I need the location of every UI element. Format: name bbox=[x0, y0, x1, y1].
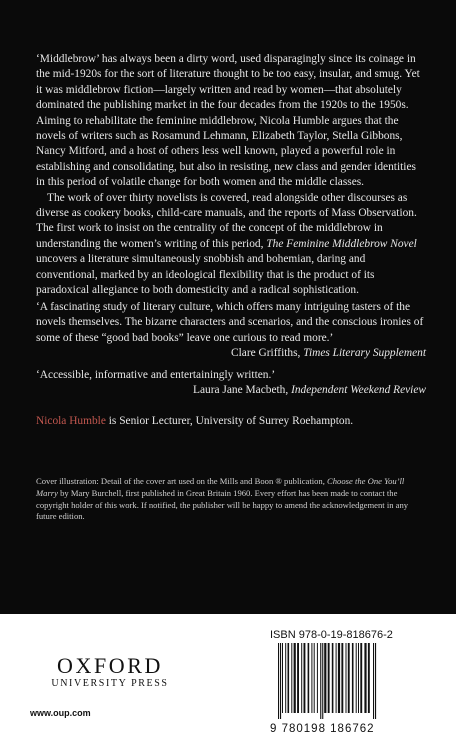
barcode-bar bbox=[341, 643, 343, 713]
credit-text: Cover illustration: Detail of the cover art used on the Mills and Boon ® publication, bbox=[36, 476, 328, 486]
barcode-guard-bar bbox=[375, 643, 376, 719]
author-bio bbox=[36, 414, 426, 429]
review-2 bbox=[36, 368, 426, 399]
barcode-guard-bar bbox=[280, 643, 281, 719]
publisher-logo bbox=[30, 654, 190, 690]
barcode-bar bbox=[336, 643, 337, 713]
author-name: Nicola Humble bbox=[36, 415, 106, 427]
barcode-guard-bar bbox=[322, 643, 323, 719]
cover-credit bbox=[36, 476, 426, 523]
barcode-bar bbox=[294, 643, 296, 713]
barcode-bars bbox=[278, 643, 376, 719]
barcode-bar bbox=[288, 643, 290, 713]
barcode-bar bbox=[291, 643, 292, 713]
barcode-bar bbox=[304, 643, 306, 713]
blurb-p2-end: uncovers a literature simultaneously snobbish and bohemian, daring and conventional, marked by an ideological flexibility that is the product of its paradoxical allegiance to both domesticity and a radical sophistication. bbox=[36, 253, 375, 297]
blurb bbox=[36, 52, 426, 299]
barcode-bar bbox=[301, 643, 302, 713]
review-quote: ‘A fascinating study of literary culture, which offers many intriguing tasters of the novels themselves. The bizarre characters and scenarios, and the conscious ironies of some of these “good bad books” leave one curious to read more.’ bbox=[36, 301, 424, 344]
barcode-bar bbox=[346, 643, 347, 713]
barcode-guard-bar bbox=[373, 643, 374, 719]
credit-text-end: by Mary Burchell, first published in Great Britain 1960. Every effort has been made to contact the copyright holder of this work. If notified, the publisher will be happy to amend the acknowledgement in any future edition. bbox=[36, 487, 409, 522]
barcode-bar bbox=[356, 643, 357, 713]
review-attribution bbox=[36, 346, 426, 361]
blurb-p2-start: The work of over thirty novelists is covered, read alongside other discourses as diverse as cookery books, child-care manuals, and the reports of Mass Observation. The first work to insist on the centrality of the concept of the middlebrow in understanding the women’s writing of this period, bbox=[36, 191, 417, 250]
blurb-paragraph-2 bbox=[36, 191, 426, 299]
blurb-paragraph-1: ‘Middlebrow’ has always been a dirty word, used disparagingly since its coinage in the mid-1920s for the sort of literature thought to be too easy, insular, and smug. Yet it was middlebrow fiction—largely written and read by women—that absolutely dominated the publishing market in the four decades from the 1920s to the 1950s. Aiming to rehabilitate the feminine middlebrow, Nicola Humble argues that the novels of writers such as Rosamund Lehmann, Elizabeth Taylor, Stella Gibbons, Nancy Mitford, and a host of others less well known, played a powerful role in establishing and consolidating, but also in resisting, new class and gender identities in this period of volatile change for both women and the middle classes. bbox=[36, 53, 420, 189]
review-1 bbox=[36, 300, 426, 362]
barcode-guard-bar bbox=[320, 643, 321, 719]
barcode-digits: 9 780198 186762 bbox=[270, 723, 375, 735]
review-source: Independent Weekend Review bbox=[291, 384, 426, 397]
barcode-bar bbox=[324, 643, 326, 713]
barcode-bar bbox=[338, 643, 340, 713]
barcode-bar bbox=[348, 643, 350, 713]
publisher-subtitle: UNIVERSITY PRESS bbox=[51, 678, 169, 689]
author-bio-text: is Senior Lecturer, University of Surrey Roehampton. bbox=[105, 415, 354, 427]
review-quote: ‘Accessible, informative and entertainingly written.’ bbox=[36, 369, 276, 381]
review-attribution bbox=[36, 383, 426, 398]
barcode-bar bbox=[317, 643, 318, 713]
publisher-url: www.oup.com bbox=[30, 708, 91, 718]
barcode-bar bbox=[282, 643, 283, 713]
reviewer-name: Clare Griffiths, bbox=[231, 347, 304, 360]
barcode-bar bbox=[285, 643, 286, 713]
isbn-label: ISBN 978-0-19-818676-2 bbox=[270, 629, 393, 641]
barcode bbox=[268, 643, 440, 737]
review-source: Times Literary Supplement bbox=[303, 347, 426, 360]
book-title: The Feminine Middlebrow Novel bbox=[266, 237, 417, 250]
barcode-bar bbox=[332, 643, 334, 713]
barcode-guard-bar bbox=[278, 643, 279, 719]
barcode-bar bbox=[297, 643, 299, 713]
barcode-bar bbox=[364, 643, 366, 713]
barcode-bar bbox=[311, 643, 312, 713]
credit-title: Choose the One You’ll Marry bbox=[36, 476, 405, 498]
barcode-bar bbox=[314, 643, 315, 713]
barcode-bar bbox=[308, 643, 310, 713]
publisher-name: OXFORD bbox=[56, 653, 164, 678]
barcode-bar bbox=[360, 643, 362, 713]
barcode-bar bbox=[328, 643, 330, 713]
reviewer-name: Laura Jane Macbeth, bbox=[193, 384, 292, 397]
barcode-bar bbox=[358, 643, 359, 713]
barcode-bar bbox=[368, 643, 370, 713]
barcode-bar bbox=[352, 643, 354, 713]
